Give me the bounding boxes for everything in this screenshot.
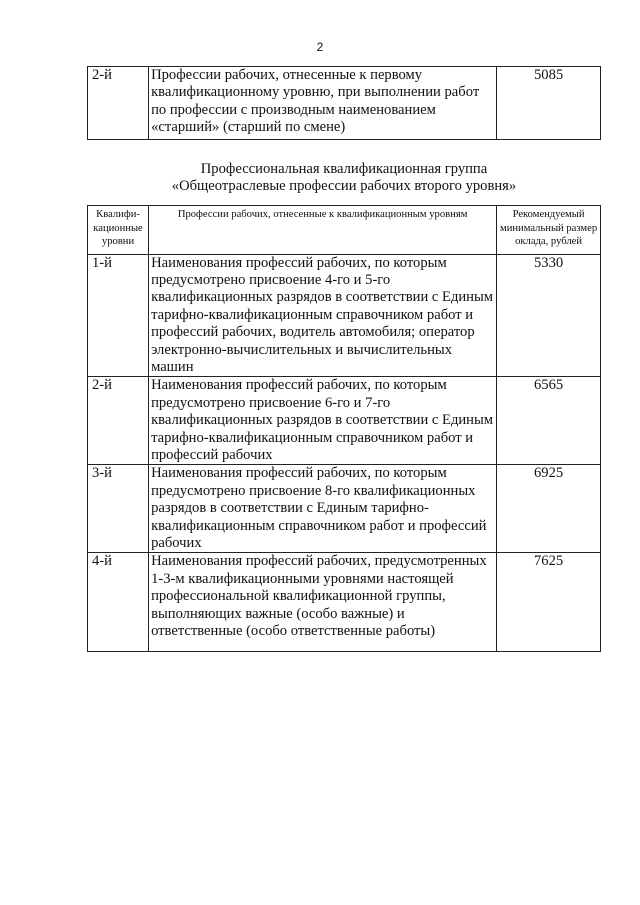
description-cell: Наименования профессий рабочих, по которым предусмотрено присвоение 8-го квалификационных разрядов в соответствии с Единым тарифно-квалификационным справочником работ и профессий рабочих: [149, 465, 497, 553]
description-cell: Наименования профессий рабочих, по которым предусмотрено присвоение 4-го и 5-го квалификационных разрядов в соответствии с Единым тарифно-квалификационным справочником работ и профессий рабочих, водитель автомобиля; оператор электронно-вычислительных и вычислительных машин: [149, 254, 497, 377]
continued-table: [87, 66, 601, 140]
description-cell: Наименования профессий рабочих, по которым предусмотрено присвоение 6-го и 7-го квалификационных разрядов в соответствии с Единым тарифно-квалификационным справочником работ и профессий рабочих: [149, 377, 497, 465]
table-row: [88, 553, 601, 652]
header-description: Профессии рабочих, отнесенные к квалификационным уровням: [149, 206, 497, 255]
salary-cell: 7625: [497, 553, 601, 652]
level-cell: 1-й: [88, 254, 149, 377]
salary-cell: 6565: [497, 377, 601, 465]
group-heading: [87, 161, 601, 195]
group-heading-line1: Профессиональная квалификационная группа: [200, 161, 488, 177]
description-cell: Наименования профессий рабочих, предусмотренных 1-3-м квалификационными уровнями настоящей профессиональной квалификационной группы, выполняющих важные (особо важные) и ответственные (особо ответственные работы): [149, 553, 497, 652]
salary-cell: 6925: [497, 465, 601, 553]
qualification-table: [87, 205, 601, 652]
table-row: [88, 377, 601, 465]
level-cell: 2-й: [88, 67, 149, 140]
table-row: [88, 465, 601, 553]
header-level: Квалифи-кационные уровни: [88, 206, 149, 255]
level-cell: 2-й: [88, 377, 149, 465]
table-row: [88, 254, 601, 377]
table-row: [88, 67, 601, 140]
page-number: 2: [316, 40, 324, 54]
table-header-row: [88, 206, 601, 255]
salary-cell: 5085: [497, 67, 601, 140]
salary-cell: 5330: [497, 254, 601, 377]
level-cell: 4-й: [88, 553, 149, 652]
header-salary: Рекомендуемый минимальный размер оклада, рублей: [497, 206, 601, 255]
group-heading-line2: «Общеотраслевые профессии рабочих второго уровня»: [171, 178, 517, 194]
description-cell: Профессии рабочих, отнесенные к первому квалификационному уровню, при выполнении работ по профессии с производным наименованием «старший» (старший по смене): [149, 67, 497, 140]
level-cell: 3-й: [88, 465, 149, 553]
